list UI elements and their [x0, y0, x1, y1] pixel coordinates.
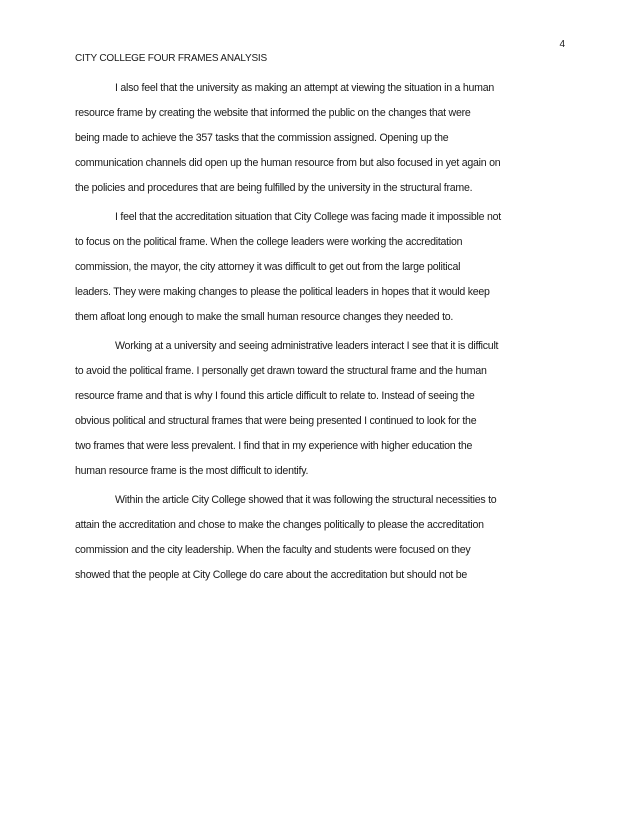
text-line: commission and the city leadership. When the faculty and students were focused on they [75, 544, 471, 556]
text-line: resource frame and that is why I found this article difficult to relate to. Instead of seeing the [75, 390, 475, 402]
text-line: I also feel that the university as making an attempt at viewing the situation in a human [115, 82, 495, 94]
text-line: attain the accreditation and chose to make the changes politically to please the accreditation [75, 519, 484, 531]
text-line: human resource frame is the most difficult to identify. [75, 465, 309, 477]
text-line: the policies and procedures that are being fulfilled by the university in the structural frame. [75, 182, 473, 194]
paragraph [75, 334, 567, 484]
running-head: CITY COLLEGE FOUR FRAMES ANALYSIS [75, 53, 267, 64]
text-line: I feel that the accreditation situation that City College was facing made it impossible not [115, 211, 501, 223]
text-line: being made to achieve the 357 tasks that the commission assigned. Opening up the [75, 132, 449, 144]
text-line: two frames that were less prevalent. I find that in my experience with higher education the [75, 440, 473, 452]
page-number: 4 [559, 39, 565, 50]
text-line: leaders. They were making changes to please the political leaders in hopes that it would keep [75, 286, 490, 298]
text-line: Within the article City College showed that it was following the structural necessities to [115, 494, 497, 506]
body-text [75, 76, 567, 592]
text-line: communication channels did open up the human resource from but also focused in yet again on [75, 157, 501, 169]
paragraph [75, 205, 567, 330]
text-line: showed that the people at City College do care about the accreditation but should not be [75, 569, 468, 581]
text-line: obvious political and structural frames that were being presented I continued to look for the [75, 415, 477, 427]
paragraph [75, 76, 567, 201]
text-line: commission, the mayor, the city attorney it was difficult to get out from the large political [75, 261, 461, 273]
text-line: them afloat long enough to make the small human resource changes they needed to. [75, 311, 454, 323]
paragraph [75, 488, 567, 588]
text-line: Working at a university and seeing administrative leaders interact I see that it is difficult [115, 340, 499, 352]
text-line: resource frame by creating the website that informed the public on the changes that were [75, 107, 471, 119]
text-line: to avoid the political frame. I personally get drawn toward the structural frame and the human [75, 365, 487, 377]
text-line: to focus on the political frame. When the college leaders were working the accreditation [75, 236, 463, 248]
